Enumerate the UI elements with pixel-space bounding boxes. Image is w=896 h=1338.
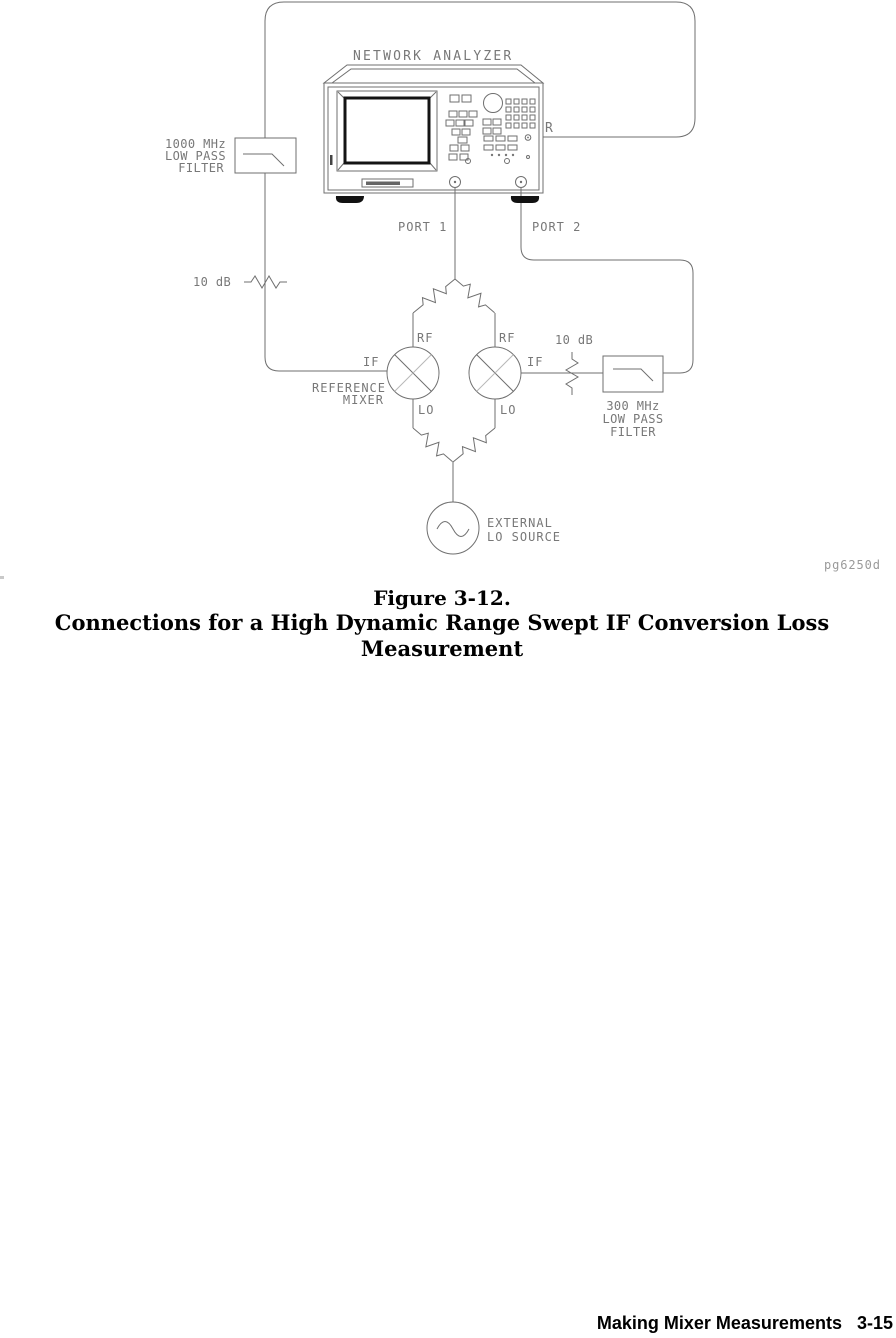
port1-label: PORT 1 <box>398 220 448 234</box>
reference-mixer-label <box>312 381 386 407</box>
lo-splitter-arm-right <box>449 423 499 466</box>
svg-text:LO SOURCE: LO SOURCE <box>487 530 562 544</box>
svg-text:REFERENCE: REFERENCE <box>311 381 386 395</box>
power-switch <box>330 155 333 165</box>
figure-number: Figure 3-12. <box>373 586 511 610</box>
r-input-label: R <box>545 121 554 136</box>
network-analyzer <box>324 65 543 193</box>
disk-drive-slot <box>362 179 413 187</box>
analyzer-left-foot <box>336 196 364 203</box>
page-footer <box>597 1313 893 1334</box>
analyzer-top-face <box>324 65 543 83</box>
right-filter-label <box>603 399 664 439</box>
svg-text:FILTER: FILTER <box>178 161 224 175</box>
svg-text:MIXER: MIXER <box>342 393 384 407</box>
external-lo-source-label <box>487 516 561 544</box>
reference-mixer-symbol <box>387 347 439 399</box>
sine-wave-icon <box>437 522 469 537</box>
svg-text:LOW PASS: LOW PASS <box>602 412 664 426</box>
test-mixer-lo-label: LO <box>500 403 517 417</box>
port2-cable <box>521 188 693 373</box>
analyzer-title-label: NETWORK ANALYZER <box>353 49 514 64</box>
plot-id-label: pg6250d <box>824 558 881 572</box>
footer-page-number: 3-15 <box>856 1313 893 1333</box>
svg-text:FILTER: FILTER <box>610 425 656 439</box>
screen <box>345 98 429 163</box>
analyzer-right-foot <box>511 196 539 203</box>
left-attenuator-label: 10 dB <box>193 275 232 289</box>
ref-mixer-if-label: IF <box>363 355 380 369</box>
right-attenuator-label: 10 dB <box>555 333 594 347</box>
svg-text:300 MHz: 300 MHz <box>606 399 660 413</box>
figure-diagram <box>0 0 896 590</box>
svg-text:1000 MHz: 1000 MHz <box>165 137 226 151</box>
splitter-arm-right <box>451 274 498 317</box>
footer-section-title: Making Mixer Measurements <box>596 1313 842 1333</box>
external-lo-source-symbol <box>427 502 479 554</box>
figure-title: Connections for a High Dynamic Range Swept IF Conversion Loss Measurement <box>54 610 830 661</box>
right-low-pass-filter <box>603 356 663 392</box>
scan-artifact <box>0 576 4 579</box>
crt-display <box>337 91 437 171</box>
test-mixer-rf-label: RF <box>499 331 516 345</box>
svg-text:LOW PASS: LOW PASS <box>165 149 226 163</box>
mixer-under-test-symbol <box>469 347 521 399</box>
svg-text:EXTERNAL: EXTERNAL <box>487 516 553 530</box>
ref-mixer-lo-label: LO <box>418 403 435 417</box>
splitter-arm-left <box>409 274 459 317</box>
lo-splitter-arm-left <box>409 423 456 466</box>
left-filter-label <box>165 137 226 175</box>
left-low-pass-filter <box>235 138 296 173</box>
port2-label: PORT 2 <box>532 220 582 234</box>
figure-caption <box>0 586 884 662</box>
ref-mixer-rf-label: RF <box>417 331 434 345</box>
test-mixer-if-label: IF <box>527 355 544 369</box>
